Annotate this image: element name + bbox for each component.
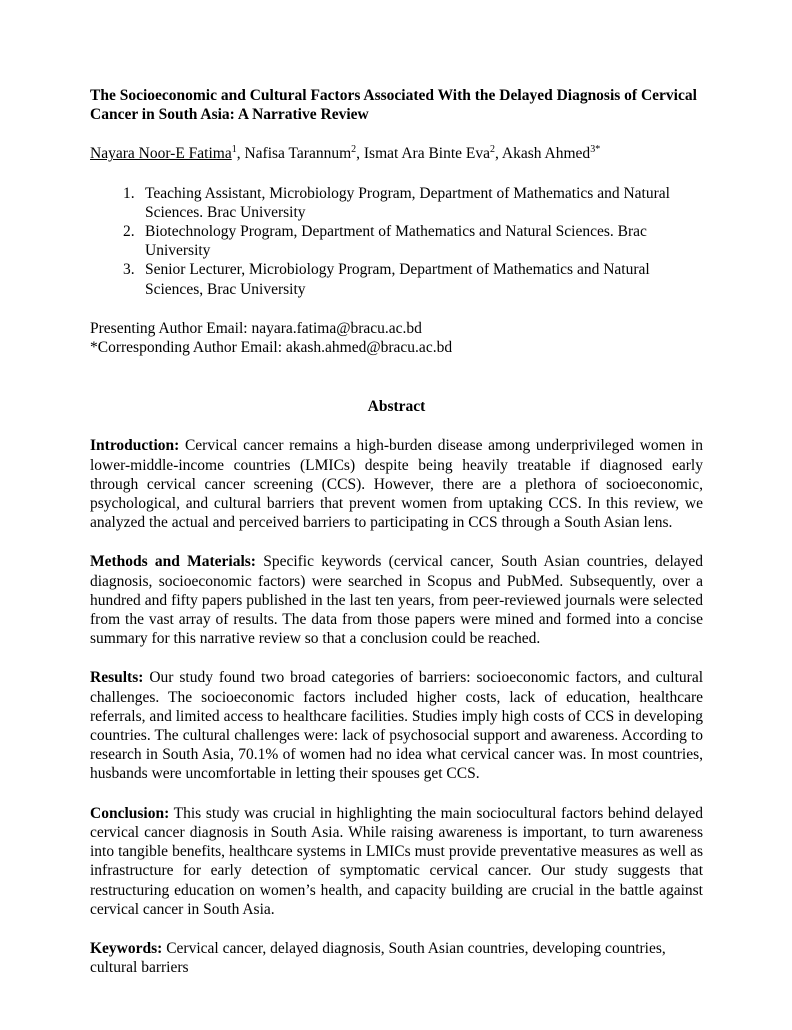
author-affiliation-superscript: 2 <box>351 144 357 156</box>
section-introduction <box>90 436 703 532</box>
affiliation-text: Teaching Assistant, Microbiology Program, Department of Mathematics and Natural Sciences. Brac University <box>145 184 670 221</box>
author <box>244 145 360 162</box>
affiliation-text: Senior Lecturer, Microbiology Program, Department of Mathematics and Natural Sciences, Brac University <box>145 261 650 298</box>
author-name: Akash Ahmed <box>501 145 591 163</box>
author-affiliation-superscript: 2 <box>490 144 496 156</box>
section-conclusion <box>90 804 703 919</box>
abstract-heading: Abstract <box>367 398 426 416</box>
section-label: Conclusion: <box>90 804 170 822</box>
author <box>364 145 499 162</box>
section-text: Our study found two broad categories of barriers: socioeconomic factors, and cultural challenges. The socioeconomic factors included higher costs, lack of education, healthcare referrals, and limited access to healthcare facilities. Studies imply high costs of CCS in developing countries. The cultural challenges were: lack of psychosocial support and awareness. According to research in South Asia, 70.1% of women had no idea what cervical cancer was. In most countries, husbands were uncomfortable in letting their spouses get CCS. <box>90 669 704 783</box>
section-keywords <box>90 939 703 977</box>
section-results <box>90 668 703 783</box>
affiliation-number: 3. <box>123 261 135 279</box>
corresponding-author-email: *Corresponding Author Email: akash.ahmed@bracu.ac.bd <box>90 339 453 357</box>
section-text: Cervical cancer, delayed diagnosis, South Asian countries, developing countries, cultural barriers <box>90 939 666 977</box>
authors-line <box>90 144 703 163</box>
affiliation-text: Biotechnology Program, Department of Mathematics and Natural Sciences. Brac University <box>145 223 647 260</box>
section-label: Results: <box>90 669 144 687</box>
affiliation-number: 2. <box>123 223 135 241</box>
author-separator: , <box>356 145 361 163</box>
author-name: Ismat Ara Binte Eva <box>363 145 491 163</box>
section-label: Introduction: <box>90 437 180 455</box>
affiliation-item <box>90 184 703 222</box>
author-name: Nafisa Tarannum <box>244 145 352 163</box>
contact-emails <box>90 319 703 357</box>
section-text: This study was crucial in highlighting the main sociocultural factors behind delayed cervical cancer diagnosis in South Asia. While raising awareness is important, to turn awareness into tangible benefits, healthcare systems in LMICs must provide preventative measures as well as infrastructure for early detection of symptomatic cervical cancer. Our study suggests that restructuring education on women’s health, and capacity building are crucial in the battle against cervical cancer in South Asia. <box>90 804 703 918</box>
author-corresponding <box>502 145 600 162</box>
section-label: Keywords: <box>90 939 163 957</box>
author-separator: , <box>495 145 499 163</box>
affiliations-list <box>90 184 703 299</box>
author-separator: , <box>236 145 241 163</box>
presenting-author-email: Presenting Author Email: nayara.fatima@bracu.ac.bd <box>90 319 422 337</box>
author-affiliation-superscript: 3* <box>590 144 601 156</box>
section-methods <box>90 552 703 648</box>
author-presenting <box>90 145 241 162</box>
section-text: Cervical cancer remains a high-burden disease among underprivileged women in lower-middle-income countries (LMICs) despite being heavily treatable if diagnosed early through cervical cancer screening (CCS). However, there are a plethora of socioeconomic, psychological, and cultural barriers that prevent women from uptaking CCS. In this review, we analyzed the actual and perceived barriers to participating in CCS through a South Asian lens. <box>90 437 704 532</box>
affiliation-number: 1. <box>123 184 135 202</box>
section-label: Methods and Materials: <box>90 553 256 571</box>
section-text: Specific keywords (cervical cancer, South Asian countries, delayed diagnosis, socioeconomic factors) were searched in Scopus and PubMed. Subsequently, over a hundred and fifty papers published in the last ten years, from peer-reviewed journals were selected from the vast array of results. The data from those papers were mined and formed into a concise summary for this narrative review so that a conclusion could be reached. <box>90 553 704 648</box>
paper-title: The Socioeconomic and Cultural Factors Associated With the Delayed Diagnosis of Cervical Cancer in South Asia: A Narrative Review <box>90 87 697 124</box>
author-affiliation-superscript: 1 <box>231 144 237 156</box>
affiliation-item <box>90 222 703 260</box>
affiliation-item <box>90 260 703 298</box>
author-name: Nayara Noor-E Fatima <box>90 145 232 163</box>
